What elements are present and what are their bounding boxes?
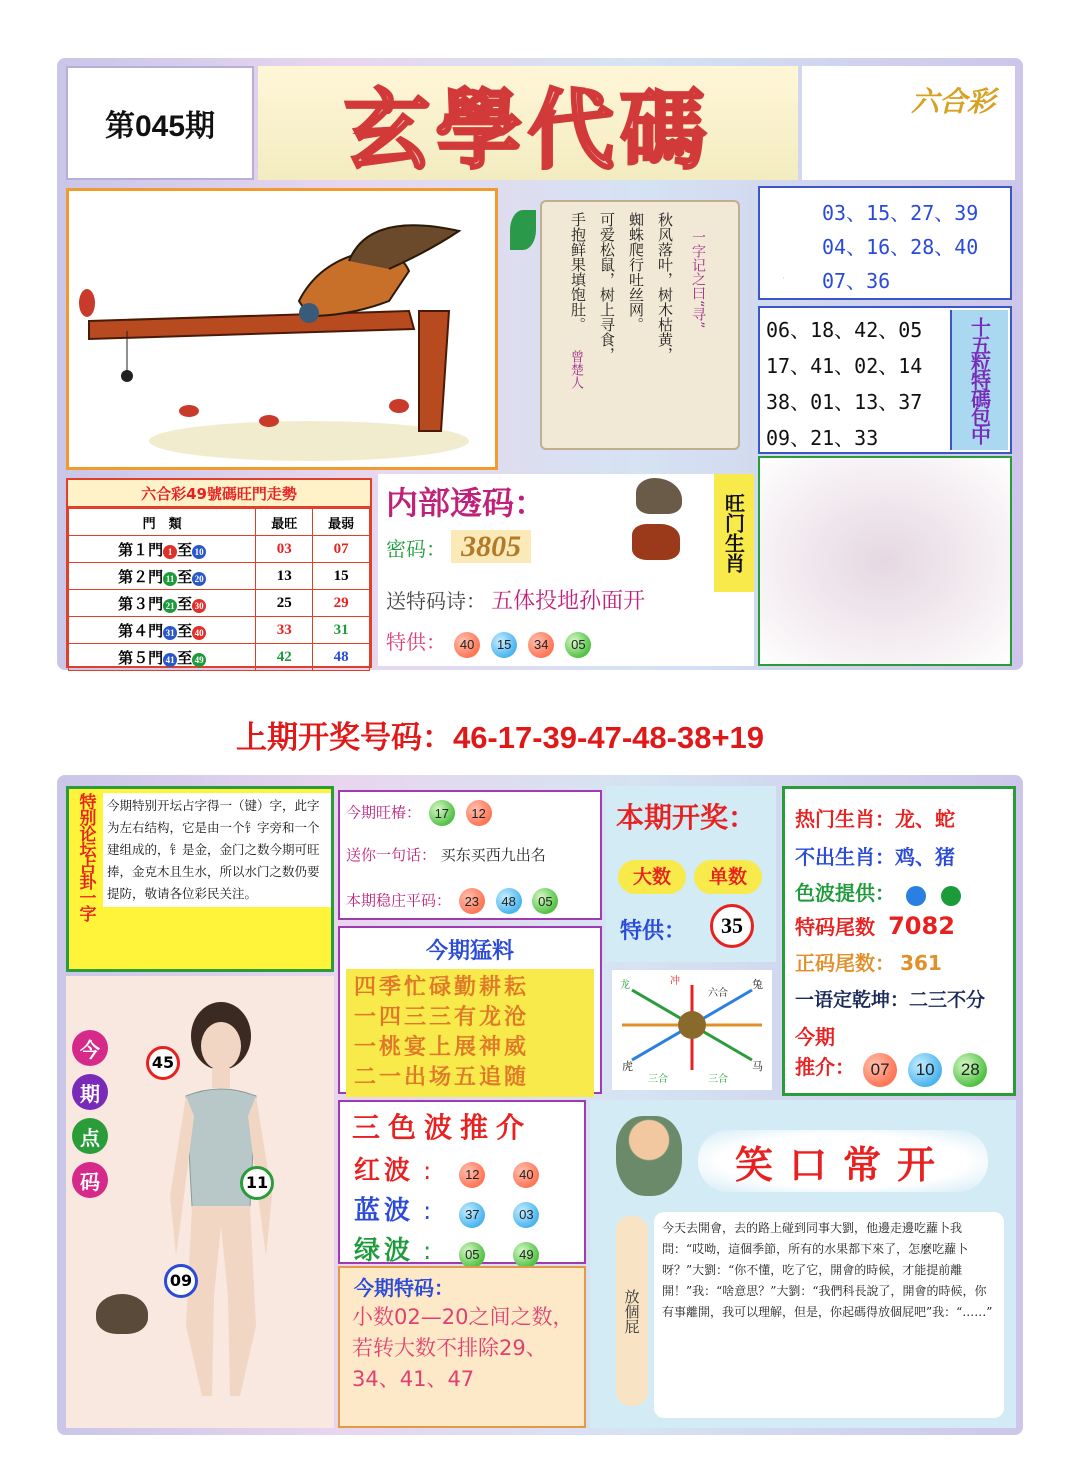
current-codes-box: [338, 790, 602, 920]
table-row: [69, 644, 370, 671]
trend-header-row: [69, 509, 370, 536]
brand-label: 六合彩: [910, 85, 995, 118]
best-cell: 13: [256, 563, 313, 590]
ball: 37: [459, 1202, 485, 1228]
money-bag-icon: [616, 1116, 682, 1196]
svg-text:兔: 兔: [752, 978, 763, 991]
best-cell: 42: [256, 644, 313, 671]
fifteen-codes-row: 38、01、13、37: [766, 390, 923, 414]
ball: 07: [863, 1053, 897, 1087]
table-row: [69, 617, 370, 644]
special-code-text: 小数02—20之间之数，若转大数不排除29、34、41、47: [352, 1305, 574, 1391]
draw-title: 本期开奖：: [616, 801, 757, 834]
fierce-lines: [346, 969, 594, 1097]
ball: 12: [466, 800, 492, 826]
wave-row-green: 绿波 : 05 49: [354, 1230, 542, 1268]
svg-text:冲: 冲: [670, 976, 680, 987]
best-cell: 03: [256, 536, 313, 563]
best-cell: 33: [256, 617, 313, 644]
poem-lines: 秋风落叶，树木枯黄， 蜘蛛爬行吐丝网。 可爱松鼠，树上寻食， 手抱鲜果填饱肚。: [569, 212, 674, 362]
ball: 40: [513, 1162, 539, 1188]
header-best: 最旺: [256, 509, 313, 536]
special-code-title: 今期特码：: [354, 1276, 454, 1300]
model-box: [66, 976, 334, 1428]
hot-row: 今期旺椿： 17 12: [346, 800, 495, 826]
seven-codes-row: 04、16、28、40: [822, 235, 979, 259]
gate-cell: 第１門 1 至 10: [69, 536, 256, 563]
green-dot-icon: [941, 886, 961, 906]
blue-dot-icon: [906, 886, 926, 906]
squirrel-on-branch-image: [69, 191, 495, 467]
tail-row: 特码尾数 7082: [795, 912, 955, 940]
svg-text:三合: 三合: [648, 1074, 668, 1085]
poem-value: 五体投地孙面开: [491, 589, 646, 614]
special-code-box: [338, 1266, 586, 1428]
header-worst: 最弱: [313, 509, 370, 536]
fifteen-codes-list: [766, 312, 922, 456]
fierce-title: 今期猛料: [425, 939, 514, 964]
ball: 49: [513, 1242, 539, 1268]
gate-cell: 第２門 11 至 20: [69, 563, 256, 590]
draw-special-label: 特供：: [620, 919, 687, 944]
wave-row-red: 红波 : 12 40: [354, 1150, 542, 1188]
squirrel-illustration: [66, 188, 498, 470]
ball: 05: [565, 632, 591, 658]
last-draw-result: 上期开奖号码：46-17-39-47-48-38+19: [235, 720, 765, 755]
waves-box: [338, 1100, 586, 1264]
draw-special-ball: 35: [710, 904, 754, 948]
hot-zodiac: 热门生肖：龙、蛇: [795, 807, 955, 831]
ball: 17: [429, 800, 455, 826]
joke-side: 放個屁: [616, 1216, 648, 1406]
fierce-line: 一桃宴上展神威: [354, 1035, 530, 1060]
best-cell: 25: [256, 590, 313, 617]
svg-text:马: 马: [752, 1060, 763, 1073]
fifteen-codes-row: 06、18、42、05: [766, 318, 923, 342]
draw-box: [606, 786, 776, 962]
joke-title: 笑口常开: [734, 1142, 951, 1187]
side-char: 点: [72, 1118, 108, 1154]
gate-cell: 第５門 41 至 49: [69, 644, 256, 671]
poem-scroll: [510, 190, 752, 460]
seven-codes-label: 空七號碼: [775, 200, 804, 288]
fierce-box: [338, 926, 602, 1094]
ball: 03: [513, 1202, 539, 1228]
trend-title: 六合彩49號碼旺門走勢: [68, 480, 370, 508]
blurred-panel: [758, 456, 1012, 666]
poem-row: 送特码诗： 五体投地孙面开: [386, 589, 646, 614]
color-row: 色波提供：: [795, 877, 961, 906]
fifteen-codes-row: 17、41、02、14: [766, 354, 923, 378]
ball: 28: [953, 1053, 987, 1087]
side-char: 码: [72, 1162, 108, 1198]
ox-icon: [632, 524, 680, 560]
joke-text: 今天去開會，去的路上碰到同事大劉，他邊走邊吃蘿卜我問：“哎呦，這個季節，所有的水果都下來了，怎麼吃蘿卜呀？”大劉：“你不懂，吃了它，開會的時候，才能提前離開！”我：“啥意思？”大劉：“我們科長說了，開會的時候，你有事離開，我可以理解，但是，你起碼得放個屁吧”我：“……”: [654, 1212, 1004, 1418]
flat-row: 本期稳庄平码： 23 48 05: [346, 888, 561, 914]
fierce-line: 一四三三有龙沧: [354, 1005, 530, 1030]
zodiac-compass-icon: [612, 970, 772, 1090]
title-banner: [258, 66, 798, 180]
worst-cell: 48: [313, 644, 370, 671]
scroll-leaf-icon: [510, 210, 536, 250]
seven-codes-row: 03、15、27、39: [822, 201, 979, 225]
password-value: 3805: [451, 530, 531, 563]
ball-45: 45: [146, 1046, 180, 1080]
phrase-row: 送你一句话： 买东买西九出名: [346, 846, 546, 864]
waves-title: 三色波推介: [352, 1111, 533, 1144]
fierce-line: 四季忙碌勤耕耘: [354, 975, 530, 1000]
wave-row-blue: 蓝波 : 37 03: [354, 1190, 542, 1228]
rec-label: 今期: [795, 1025, 835, 1049]
worst-cell: 31: [313, 617, 370, 644]
rec-row: 推介： 07 10 28: [795, 1051, 990, 1087]
ball: 15: [491, 632, 517, 658]
forum-box: [66, 786, 334, 972]
brand-box: [802, 66, 1015, 180]
joke-box: [590, 1100, 1016, 1428]
seven-codes-box: [758, 186, 1012, 300]
ball-11: 11: [240, 1166, 274, 1200]
fierce-line: 二一出场五追随: [354, 1065, 530, 1090]
monkey-icon: [96, 1294, 148, 1334]
side-char: 期: [72, 1074, 108, 1110]
ball: 34: [528, 632, 554, 658]
trend-table-box: [66, 478, 372, 668]
insider-title: 内部透码：: [386, 484, 547, 522]
hot-info-box: [782, 786, 1016, 1096]
side-char: 今: [72, 1030, 108, 1066]
svg-text:龙: 龙: [620, 980, 630, 991]
table-row: [69, 590, 370, 617]
trend-table: [68, 508, 370, 671]
ball-09: 09: [164, 1264, 198, 1298]
password-row: 密码： 3805: [386, 530, 531, 564]
issue-box: [66, 66, 254, 180]
special-row: 特供： 40 15 34 05: [386, 626, 594, 658]
ball: 48: [496, 888, 522, 914]
one-phrase: 一语定乾坤：二三不分: [795, 989, 986, 1011]
forum-side: 特别论坛占卦一字: [75, 793, 96, 921]
worst-cell: 07: [313, 536, 370, 563]
parity-badge: 单数: [694, 860, 762, 894]
svg-text:虎: 虎: [622, 1060, 633, 1073]
model-side-labels: [72, 1030, 108, 1198]
header-gate: 門 類: [69, 509, 256, 536]
fifteen-codes-box: [758, 306, 1012, 454]
ball: 23: [459, 888, 485, 914]
size-badge: 大数: [618, 860, 686, 894]
main-tail-row: 正码尾数： 361: [795, 951, 942, 975]
table-row: [69, 563, 370, 590]
table-row: [69, 536, 370, 563]
worst-cell: 15: [313, 563, 370, 590]
issue-number: 第045期: [104, 110, 216, 143]
seven-codes-row: 07、36: [822, 269, 891, 293]
ball: 40: [454, 632, 480, 658]
ball: 05: [532, 888, 558, 914]
compass-box: [612, 970, 772, 1090]
worst-cell: 29: [313, 590, 370, 617]
forum-text: 今期特别开坛占字得一（键）字，此字为左右结构，它是由一个钅字旁和一个建组成的，钅是金，金门之数今期可旺捧，金克木且生水，所以水门之数仍要提防，敬请各位彩民关注。: [103, 793, 331, 907]
ball: 12: [459, 1162, 485, 1188]
gate-cell: 第３門 21 至 30: [69, 590, 256, 617]
page-title: 玄學代碼: [344, 80, 712, 181]
seven-codes-list: [822, 196, 978, 298]
joke-title-banner: [698, 1130, 988, 1192]
fifteen-codes-label: 十五粒特碼包中: [950, 310, 1008, 450]
fifteen-codes-row: 09、21、33: [766, 426, 879, 450]
ball: 10: [908, 1053, 942, 1087]
gate-cell: 第４門 31 至 40: [69, 617, 256, 644]
wolf-icon: [636, 478, 682, 514]
svg-text:六合: 六合: [708, 988, 728, 999]
no-zodiac: 不出生肖：鸡、猪: [795, 845, 955, 869]
zodiac-label: 旺门生肖: [714, 474, 754, 592]
svg-text:三合: 三合: [708, 1074, 728, 1085]
insider-box: [378, 474, 754, 666]
ball: 05: [459, 1242, 485, 1268]
poem-author: 曾楚人: [568, 350, 583, 389]
poem-heading: 一字记之曰“寻”: [690, 230, 706, 329]
